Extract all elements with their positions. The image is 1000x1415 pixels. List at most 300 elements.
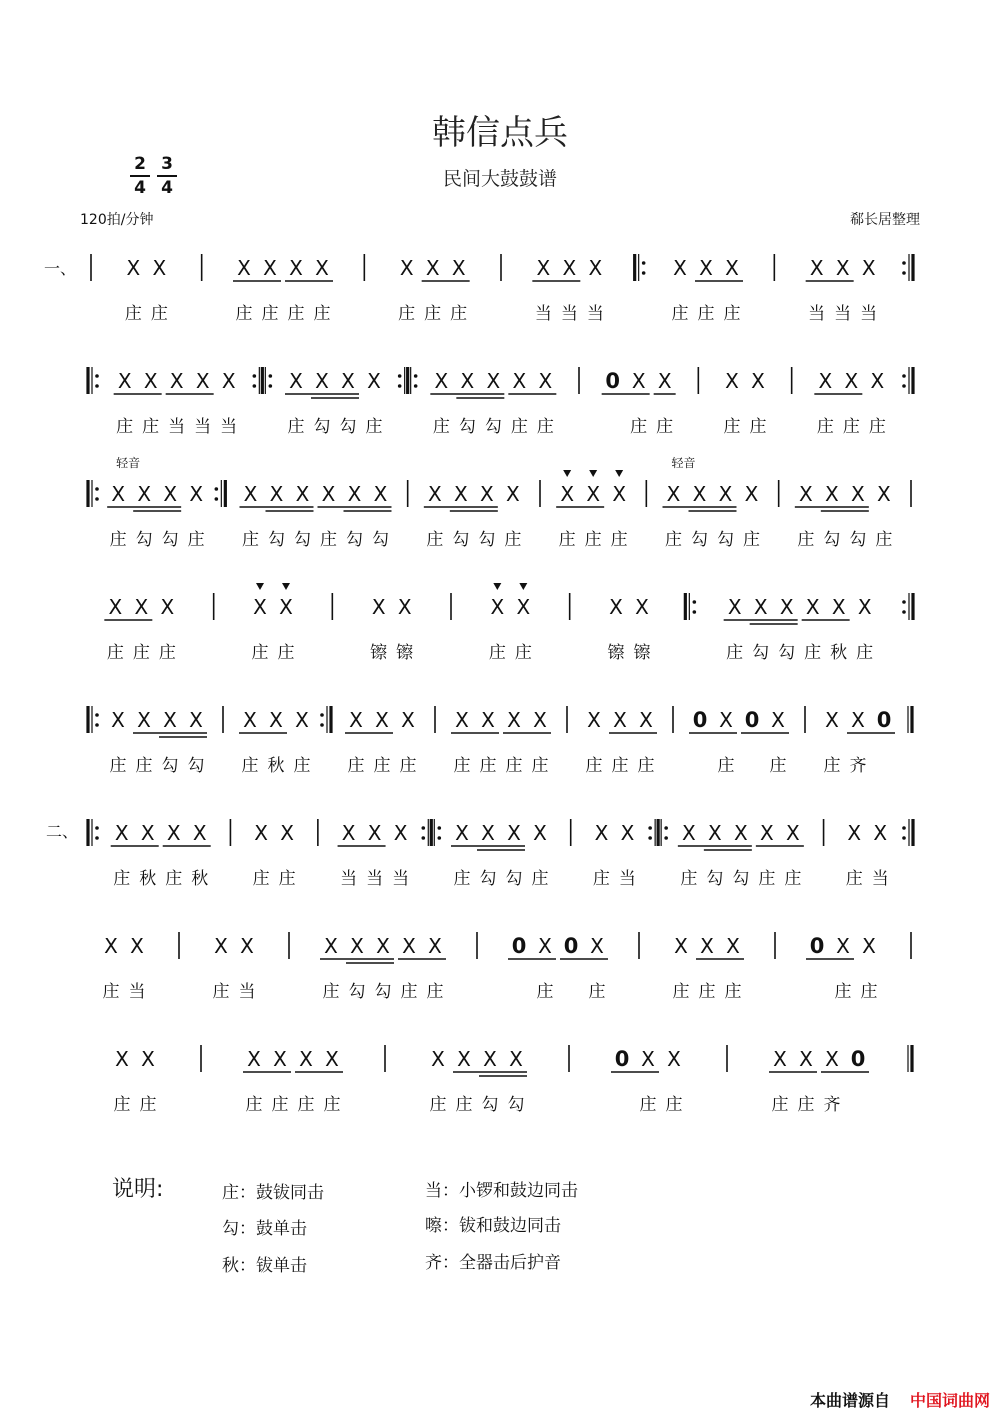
repeat-dot: [95, 826, 99, 830]
note-x: X: [243, 482, 258, 506]
repeat-dot: [902, 384, 906, 388]
stroke-syllable: 勾: [507, 1095, 525, 1115]
stroke-syllable: 庄: [271, 1095, 289, 1115]
note-x: X: [708, 821, 722, 845]
stroke-syllable: 庄: [680, 869, 698, 889]
accent-mark: [589, 470, 597, 477]
repeat-dot: [95, 836, 99, 840]
note-x: X: [682, 821, 696, 845]
stroke-syllable: 庄: [165, 869, 183, 889]
note-x: X: [533, 821, 547, 845]
stroke-syllable: 庄: [150, 304, 168, 324]
note-x: X: [718, 482, 733, 506]
note-x: X: [253, 595, 267, 619]
legend-item: 齐：全器击后护音: [425, 1253, 561, 1273]
time-sig-numerator: 2: [134, 154, 146, 174]
stroke-syllable: 庄: [187, 530, 205, 550]
note-x: X: [428, 934, 442, 958]
note-x: X: [192, 821, 207, 845]
stroke-syllable: 庄: [845, 869, 863, 889]
stroke-syllable: 庄: [717, 756, 735, 776]
rest-zero: 0: [605, 369, 620, 393]
stroke-syllable: 勾: [161, 756, 179, 776]
note-x: X: [457, 1047, 471, 1071]
note-x: X: [590, 934, 604, 958]
stroke-syllable: 庄: [424, 304, 442, 324]
note-x: X: [870, 369, 885, 393]
note-x: X: [805, 595, 820, 619]
stroke-syllable: 勾: [691, 530, 708, 550]
stroke-syllable: 庄: [323, 1095, 341, 1115]
note-x: X: [166, 821, 181, 845]
stroke-syllable: 庄: [584, 530, 602, 550]
repeat-dot: [95, 384, 99, 388]
stroke-syllable: 庄: [723, 417, 741, 437]
note-x: X: [295, 708, 309, 732]
note-x: X: [289, 256, 303, 280]
note-x: X: [434, 369, 449, 393]
stroke-syllable: 当: [860, 304, 878, 324]
note-x: X: [692, 482, 707, 506]
stroke-syllable: 当: [586, 304, 604, 324]
note-x: X: [295, 482, 310, 506]
note-x: X: [835, 256, 850, 280]
note-x: X: [321, 482, 336, 506]
note-x: X: [726, 934, 740, 958]
stroke-syllable: 庄: [252, 869, 270, 889]
stroke-syllable: 庄: [771, 1095, 789, 1115]
note-x: X: [160, 595, 175, 619]
repeat-dot: [902, 826, 906, 830]
light-stroke-note: 轻音: [671, 456, 696, 470]
stroke-syllable: 庄: [665, 1095, 683, 1115]
note-x: X: [779, 595, 794, 619]
note-x: X: [431, 1047, 445, 1071]
note-x: X: [751, 369, 765, 393]
stroke-syllable: 勾: [294, 530, 311, 550]
stroke-syllable: 庄: [743, 530, 760, 550]
note-x: X: [214, 934, 228, 958]
note-x: X: [516, 595, 531, 619]
stroke-syllable: 勾: [505, 869, 523, 889]
stroke-syllable: 庄: [536, 417, 554, 437]
stroke-syllable: 庄: [426, 982, 444, 1002]
note-x: X: [371, 595, 386, 619]
rest-zero: 0: [744, 708, 760, 732]
stroke-syllable: 当: [128, 982, 146, 1002]
note-x: X: [349, 708, 363, 732]
repeat-dot: [215, 497, 219, 501]
stroke-syllable: 庄: [797, 530, 815, 550]
note-x: X: [798, 482, 813, 506]
note-x: X: [727, 595, 742, 619]
stroke-syllable: 勾: [478, 530, 496, 550]
time-sig-numerator: 3: [161, 154, 173, 174]
note-x: X: [850, 482, 865, 506]
note-x: X: [753, 595, 768, 619]
time-sig-denominator: 4: [161, 178, 173, 198]
repeat-dot: [95, 487, 99, 491]
note-x: X: [773, 1047, 787, 1071]
stroke-syllable: 庄: [665, 530, 682, 550]
stroke-syllable: 庄: [504, 530, 522, 550]
stroke-syllable: 庄: [124, 304, 142, 324]
stroke-syllable: 当: [220, 417, 238, 437]
repeat-dot: [437, 826, 441, 830]
stroke-syllable: 庄: [637, 756, 655, 776]
stroke-syllable: 庄: [135, 756, 153, 776]
repeat-dot: [693, 600, 697, 604]
note-x: X: [341, 369, 355, 393]
note-x: X: [143, 369, 158, 393]
repeat-dot: [693, 610, 697, 614]
note-x: X: [341, 821, 356, 845]
repeat-dot: [421, 836, 425, 840]
repeat-dot: [437, 836, 441, 840]
rest-zero: 0: [511, 934, 527, 958]
stroke-syllable: 庄: [450, 304, 468, 324]
note-x: X: [397, 595, 412, 619]
note-x: X: [836, 934, 850, 958]
page-subtitle: 民间大鼓鼓谱: [442, 168, 557, 190]
stroke-syllable: 勾: [135, 530, 153, 550]
stroke-syllable: 庄: [320, 530, 337, 550]
stroke-syllable: 庄: [432, 417, 450, 437]
note-x: X: [876, 482, 891, 506]
note-x: X: [243, 708, 257, 732]
stroke-syllable: 勾: [752, 643, 770, 663]
stroke-syllable: 庄: [816, 417, 834, 437]
note-x: X: [273, 1047, 287, 1071]
tempo-marking: 120拍/分钟: [80, 212, 154, 228]
repeat-dot: [269, 384, 273, 388]
stroke-syllable: 镲: [607, 643, 625, 663]
legend-item: 嚓：钹和鼓边同击: [425, 1216, 561, 1236]
stroke-syllable: 庄: [804, 643, 822, 663]
note-x: X: [612, 482, 627, 506]
note-x: X: [240, 934, 254, 958]
note-x: X: [771, 708, 785, 732]
repeat-dot: [642, 261, 646, 265]
stroke-syllable: 当: [871, 869, 889, 889]
note-x: X: [799, 1047, 813, 1071]
note-x: X: [115, 1047, 129, 1071]
footer-source-text: 本曲谱源自: [809, 1391, 890, 1410]
note-x: X: [613, 708, 627, 732]
repeat-dot: [269, 374, 273, 378]
note-x: X: [195, 369, 210, 393]
stroke-syllable: 勾: [348, 982, 366, 1002]
stroke-syllable: 齐: [823, 1095, 841, 1115]
note-x: X: [324, 934, 338, 958]
note-x: X: [667, 1047, 681, 1071]
note-x: X: [280, 821, 294, 845]
stroke-syllable: 庄: [514, 643, 532, 663]
stroke-syllable: 秋: [830, 643, 848, 663]
stroke-syllable: 庄: [488, 643, 506, 663]
repeat-dot: [902, 600, 906, 604]
note-x: X: [114, 821, 129, 845]
stroke-syllable: 庄: [113, 1095, 131, 1115]
stroke-syllable: 庄: [868, 417, 886, 437]
note-x: X: [673, 256, 687, 280]
stroke-syllable: 庄: [235, 304, 253, 324]
note-x: X: [134, 595, 149, 619]
accent-mark: [256, 583, 264, 590]
note-x: X: [189, 708, 203, 732]
stroke-syllable: 当: [534, 304, 552, 324]
stroke-syllable: 庄: [860, 982, 878, 1002]
section-label-2: 二、: [46, 822, 79, 841]
stroke-syllable: 当: [618, 869, 636, 889]
stroke-syllable: 庄: [429, 1095, 447, 1115]
repeat-dot: [253, 374, 257, 378]
note-x: X: [163, 708, 177, 732]
accent-mark: [282, 583, 290, 590]
note-x: X: [254, 821, 268, 845]
note-x: X: [455, 708, 469, 732]
note-x: X: [367, 369, 381, 393]
note-x: X: [451, 256, 466, 280]
accent-mark: [519, 583, 527, 590]
note-x: X: [289, 369, 303, 393]
repeat-dot: [414, 384, 418, 388]
stroke-syllable: 勾: [481, 1095, 499, 1115]
light-stroke-note: 轻音: [116, 456, 141, 470]
stroke-syllable: 庄: [698, 982, 716, 1002]
note-x: X: [104, 934, 118, 958]
repeat-dot: [648, 826, 652, 830]
note-x: X: [163, 482, 178, 506]
stroke-syllable: 齐: [849, 756, 867, 776]
note-x: X: [861, 256, 876, 280]
legend-item: 当：小锣和鼓边同击: [425, 1181, 578, 1201]
repeat-dot: [215, 487, 219, 491]
note-x: X: [141, 1047, 155, 1071]
stroke-syllable: 庄: [277, 643, 295, 663]
stroke-syllable: 庄: [536, 982, 554, 1002]
stroke-syllable: 当: [808, 304, 826, 324]
stroke-syllable: 庄: [672, 982, 690, 1002]
note-x: X: [350, 934, 364, 958]
page-title: 韩信点兵: [432, 113, 568, 153]
stroke-syllable: 勾: [339, 417, 357, 437]
repeat-dot: [421, 826, 425, 830]
note-x: X: [844, 369, 859, 393]
stroke-syllable: 庄: [278, 869, 296, 889]
note-x: X: [111, 482, 126, 506]
note-x: X: [666, 482, 681, 506]
stroke-syllable: 庄: [106, 643, 124, 663]
note-x: X: [588, 256, 603, 280]
note-x: X: [825, 1047, 839, 1071]
note-x: X: [399, 256, 414, 280]
repeat-dot: [398, 384, 402, 388]
stroke-syllable: 当: [560, 304, 578, 324]
note-x: X: [189, 482, 204, 506]
stroke-syllable: 庄: [758, 869, 776, 889]
footer-brand-link[interactable]: 中国词曲网: [909, 1391, 990, 1410]
stroke-syllable: 当: [168, 417, 186, 437]
stroke-syllable: 庄: [373, 756, 391, 776]
stroke-syllable: 勾: [458, 417, 476, 437]
stroke-syllable: 庄: [856, 643, 874, 663]
stroke-syllable: 秋: [191, 869, 209, 889]
stroke-syllable: 庄: [251, 643, 269, 663]
note-x: X: [455, 821, 469, 845]
stroke-syllable: 庄: [510, 417, 528, 437]
stroke-syllable: 庄: [726, 643, 744, 663]
stroke-syllable: 庄: [293, 756, 311, 776]
stroke-syllable: 庄: [212, 982, 230, 1002]
legend-item: 庄：鼓钹同击: [222, 1183, 324, 1203]
note-x: X: [744, 482, 759, 506]
stroke-syllable: 勾: [849, 530, 867, 550]
note-x: X: [490, 595, 505, 619]
note-x: X: [674, 934, 688, 958]
stroke-syllable: 勾: [313, 417, 331, 437]
stroke-syllable: 镲: [370, 643, 388, 663]
legend-item: 勾：鼓单击: [222, 1219, 307, 1239]
stroke-syllable: 勾: [452, 530, 470, 550]
rest-zero: 0: [614, 1047, 630, 1071]
note-x: X: [700, 934, 714, 958]
note-x: X: [562, 256, 577, 280]
stroke-syllable: 庄: [834, 982, 852, 1002]
note-x: X: [460, 369, 475, 393]
note-x: X: [538, 369, 553, 393]
repeat-dot: [664, 836, 668, 840]
note-x: X: [247, 1047, 261, 1071]
stroke-syllable: 庄: [697, 304, 715, 324]
note-x: X: [393, 821, 408, 845]
stroke-syllable: 勾: [717, 530, 734, 550]
stroke-syllable: 勾: [374, 982, 392, 1002]
stroke-syllable: 庄: [453, 756, 471, 776]
repeat-dot: [398, 374, 402, 378]
note-x: X: [699, 256, 713, 280]
repeat-dot: [414, 374, 418, 378]
note-x: X: [375, 708, 389, 732]
repeat-dot: [902, 271, 906, 275]
note-x: X: [279, 595, 293, 619]
stroke-syllable: 勾: [484, 417, 502, 437]
note-x: X: [367, 821, 382, 845]
note-x: X: [108, 595, 123, 619]
stroke-syllable: 庄: [531, 756, 549, 776]
repeat-dot: [664, 826, 668, 830]
stroke-syllable: 镲: [396, 643, 414, 663]
stroke-syllable: 勾: [372, 530, 389, 550]
stroke-syllable: 庄: [842, 417, 860, 437]
stroke-syllable: 庄: [142, 417, 160, 437]
legend-heading: 说明:: [112, 1177, 164, 1202]
note-x: X: [376, 934, 390, 958]
stroke-syllable: 庄: [656, 417, 674, 437]
stroke-syllable: 庄: [113, 869, 131, 889]
stroke-syllable: 庄: [875, 530, 893, 550]
stroke-syllable: 庄: [453, 869, 471, 889]
note-x: X: [734, 821, 748, 845]
note-x: X: [237, 256, 251, 280]
stroke-syllable: 庄: [724, 982, 742, 1002]
repeat-dot: [320, 713, 324, 717]
note-x: X: [725, 256, 739, 280]
stroke-syllable: 庄: [823, 756, 841, 776]
stroke-syllable: 庄: [585, 756, 603, 776]
stroke-syllable: 庄: [297, 1095, 315, 1115]
note-x: X: [560, 482, 575, 506]
note-x: X: [269, 708, 283, 732]
stroke-syllable: 庄: [639, 1095, 657, 1115]
note-x: X: [825, 708, 839, 732]
stroke-syllable: 当: [238, 982, 256, 1002]
stroke-syllable: 庄: [592, 869, 610, 889]
stroke-syllable: 庄: [116, 417, 134, 437]
note-x: X: [505, 482, 520, 506]
note-x: X: [130, 934, 144, 958]
stroke-syllable: 当: [834, 304, 852, 324]
note-x: X: [719, 708, 733, 732]
note-x: X: [481, 708, 495, 732]
note-x: X: [373, 482, 388, 506]
stroke-syllable: 庄: [322, 982, 340, 1002]
note-x: X: [169, 369, 184, 393]
note-x: X: [315, 369, 329, 393]
stroke-syllable: 当: [366, 869, 384, 889]
stroke-syllable: 庄: [671, 304, 689, 324]
rest-zero: 0: [692, 708, 708, 732]
note-x: X: [587, 708, 601, 732]
note-x: X: [620, 821, 635, 845]
stroke-syllable: 庄: [558, 530, 576, 550]
source-footer: [810, 1388, 990, 1411]
stroke-syllable: 庄: [109, 530, 127, 550]
stroke-syllable: 勾: [346, 530, 363, 550]
note-x: X: [635, 595, 649, 619]
stroke-syllable: 庄: [313, 304, 331, 324]
note-x: X: [425, 256, 440, 280]
note-x: X: [538, 934, 552, 958]
stroke-syllable: 勾: [706, 869, 724, 889]
accent-mark: [493, 583, 501, 590]
stroke-syllable: 庄: [399, 756, 417, 776]
stroke-syllable: 当: [392, 869, 410, 889]
stroke-syllable: 当: [340, 869, 358, 889]
stroke-syllable: 庄: [139, 1095, 157, 1115]
stroke-syllable: 勾: [479, 869, 497, 889]
stroke-syllable: 庄: [242, 530, 259, 550]
repeat-dot: [95, 497, 99, 501]
note-x: X: [657, 369, 672, 393]
stroke-syllable: 庄: [611, 756, 629, 776]
note-x: X: [873, 821, 888, 845]
stroke-syllable: 勾: [187, 756, 205, 776]
note-x: X: [221, 369, 236, 393]
note-x: X: [609, 595, 623, 619]
note-x: X: [760, 821, 774, 845]
stroke-syllable: 庄: [347, 756, 365, 776]
note-x: X: [401, 708, 415, 732]
stroke-syllable: 庄: [109, 756, 127, 776]
stroke-syllable: 庄: [287, 304, 305, 324]
note-x: X: [631, 369, 646, 393]
stroke-syllable: 庄: [630, 417, 648, 437]
note-x: X: [594, 821, 609, 845]
note-x: X: [857, 595, 872, 619]
section-label-1: 一、: [44, 259, 77, 278]
note-x: X: [299, 1047, 313, 1071]
